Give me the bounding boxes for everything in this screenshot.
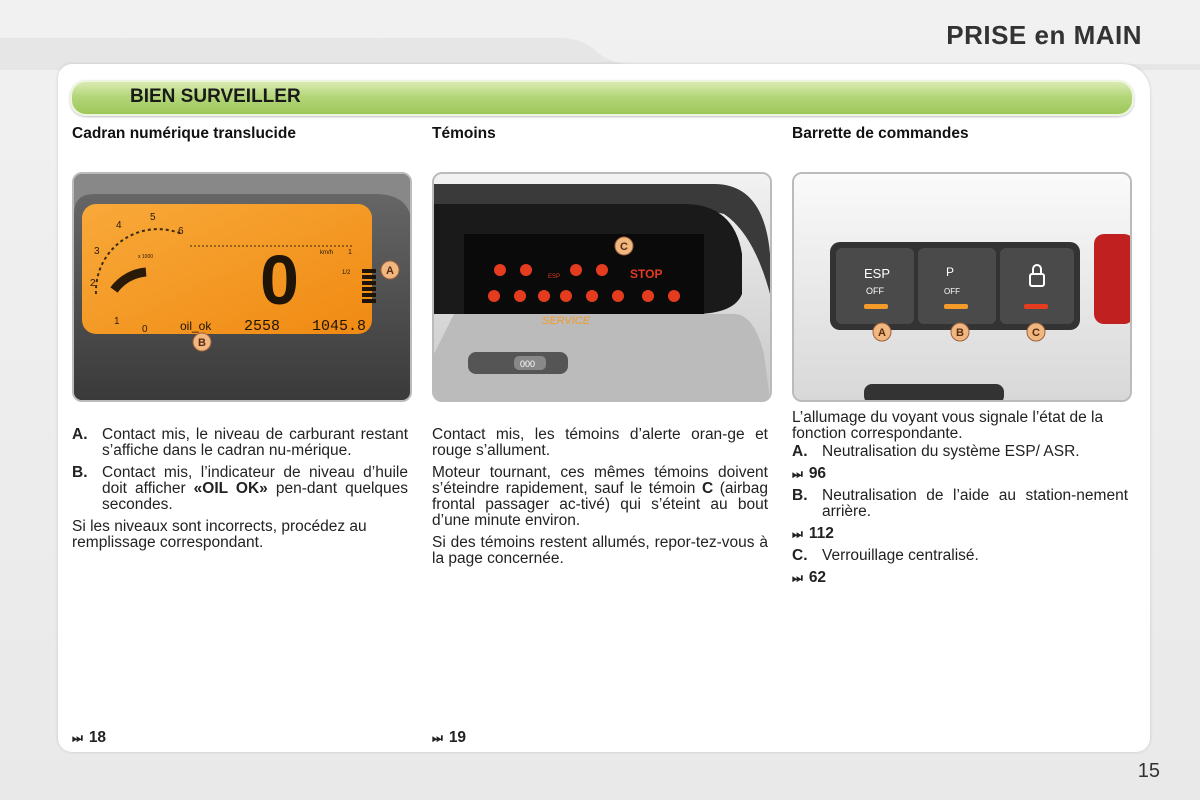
- item-text-part: pen-dant quelques secondes.: [102, 480, 409, 513]
- item-key: B.: [72, 464, 88, 481]
- item-key: C.: [792, 547, 808, 564]
- col1-text: [72, 427, 408, 557]
- warning-lights-image: [432, 172, 772, 402]
- skip-forward-icon: ⏭: [432, 730, 443, 745]
- col1-heading: Cadran numérique translucide: [72, 125, 296, 142]
- trip-odometer: 2558: [244, 318, 281, 335]
- list-item: [792, 488, 1128, 520]
- command-strip-image: [792, 172, 1132, 402]
- esp-button-bottom: OFF: [866, 286, 884, 296]
- section-title: BIEN SURVEILLER: [130, 86, 301, 107]
- page-ref-number: 96: [808, 465, 827, 482]
- col2-text: [432, 427, 768, 573]
- paragraph-part: (airbag frontal passager ac-tivé) qui s’éteint au bout d’une minute environ.: [432, 480, 768, 529]
- page-ref-link[interactable]: [792, 526, 1128, 542]
- skip-forward-icon: ⏭: [72, 730, 83, 745]
- callout-c: C: [620, 241, 628, 253]
- item-text: Contact mis, le niveau de carburant restant s’affiche dans le cadran nu-mérique.: [102, 426, 408, 459]
- skip-forward-icon: ⏭: [792, 467, 803, 481]
- page-ref-number: 19: [448, 729, 467, 746]
- item-key: A.: [72, 426, 88, 443]
- col3-heading: Barrette de commandes: [792, 125, 969, 142]
- gauge-label: 6: [178, 226, 184, 237]
- list-item: [792, 548, 1128, 564]
- total-odometer: 1045.8: [312, 318, 367, 335]
- esp-button-top: ESP: [864, 266, 891, 281]
- service-warning-label: SERVICE: [542, 315, 591, 327]
- page-ref-number: 62: [808, 569, 827, 586]
- paragraph: [432, 465, 768, 529]
- item-text: [102, 465, 408, 513]
- page-ref-link[interactable]: [792, 466, 1128, 482]
- content-card: [58, 64, 1150, 752]
- dial-illustration: [74, 174, 410, 400]
- list-item: [792, 444, 1128, 460]
- page-ref-link[interactable]: [792, 570, 1128, 586]
- rpm-unit: x 1000: [138, 254, 154, 260]
- warning-c-emphasis: C: [701, 480, 714, 497]
- page-number: 15: [1137, 760, 1160, 782]
- oil-level-text: oil_ok: [180, 319, 212, 333]
- skip-forward-icon: ⏭: [792, 527, 803, 541]
- fuel-label: 1: [348, 249, 352, 256]
- gauge-label: 1: [114, 316, 120, 327]
- callout-b: B: [198, 337, 206, 349]
- gauge-label: 5: [150, 212, 156, 223]
- park-assist-button-top: P: [946, 265, 955, 279]
- esp-warning-label: ESP: [548, 274, 561, 280]
- skip-forward-icon: ⏭: [792, 571, 803, 585]
- callout-c: C: [1032, 327, 1040, 339]
- gauge-label: 4: [116, 220, 122, 231]
- fuel-label: 1/2: [342, 270, 351, 276]
- callout-a: A: [386, 265, 394, 277]
- item-text: Verrouillage centralisé.: [822, 547, 979, 564]
- item-text: Neutralisation du système ESP/ ASR.: [822, 443, 1080, 460]
- item-text: Neutralisation de l’aide au station-nement arrière.: [822, 487, 1128, 520]
- oil-ok-emphasis: «OIL OK»: [193, 480, 268, 497]
- stop-warning-label: STOP: [630, 267, 663, 281]
- gauge-label: 0: [142, 324, 148, 335]
- callout-b: B: [956, 327, 964, 339]
- dash-button-label: 000: [520, 359, 536, 369]
- col3-text: [792, 410, 1128, 592]
- intro-paragraph: L’allumage du voyant vous signale l’état de la fonction correspondante.: [792, 409, 1104, 442]
- callout-a: A: [878, 327, 886, 339]
- item-key: A.: [792, 443, 808, 460]
- speed-digit: 0: [260, 241, 299, 319]
- note-paragraph: Si les niveaux sont incorrects, procédez au remplissage correspondant.: [72, 518, 367, 551]
- command-strip-illustration: [794, 174, 1130, 400]
- item-key: B.: [792, 487, 808, 504]
- digital-dial-image: [72, 172, 412, 402]
- page-ref-number: 18: [88, 729, 107, 746]
- item-text-part: Contact mis, l’indicateur de niveau d’huile doit afficher: [102, 464, 408, 497]
- list-item: [72, 465, 408, 513]
- gauge-label: 2: [90, 278, 96, 289]
- paragraph: Contact mis, les témoins d’alerte oran-ge et rouge s’allument.: [432, 426, 768, 459]
- paragraph: Si des témoins restent allumés, repor-tez-vous à la page concernée.: [432, 534, 768, 567]
- page-ref-link[interactable]: [432, 729, 466, 747]
- page-title: PRISE en MAIN: [946, 20, 1142, 50]
- page-ref-number: 112: [808, 525, 834, 542]
- page-ref-link[interactable]: [72, 729, 106, 747]
- gauge-label: 3: [94, 246, 100, 257]
- park-assist-button-bottom: OFF: [944, 287, 960, 296]
- speed-unit: km/h: [320, 250, 334, 256]
- list-item: [72, 427, 408, 459]
- warning-lights-illustration: [434, 174, 770, 400]
- paragraph-part: Moteur tournant, ces mêmes témoins doivent s’éteindre rapidement, sauf le témoin: [432, 464, 768, 497]
- col2-heading: Témoins: [432, 125, 496, 142]
